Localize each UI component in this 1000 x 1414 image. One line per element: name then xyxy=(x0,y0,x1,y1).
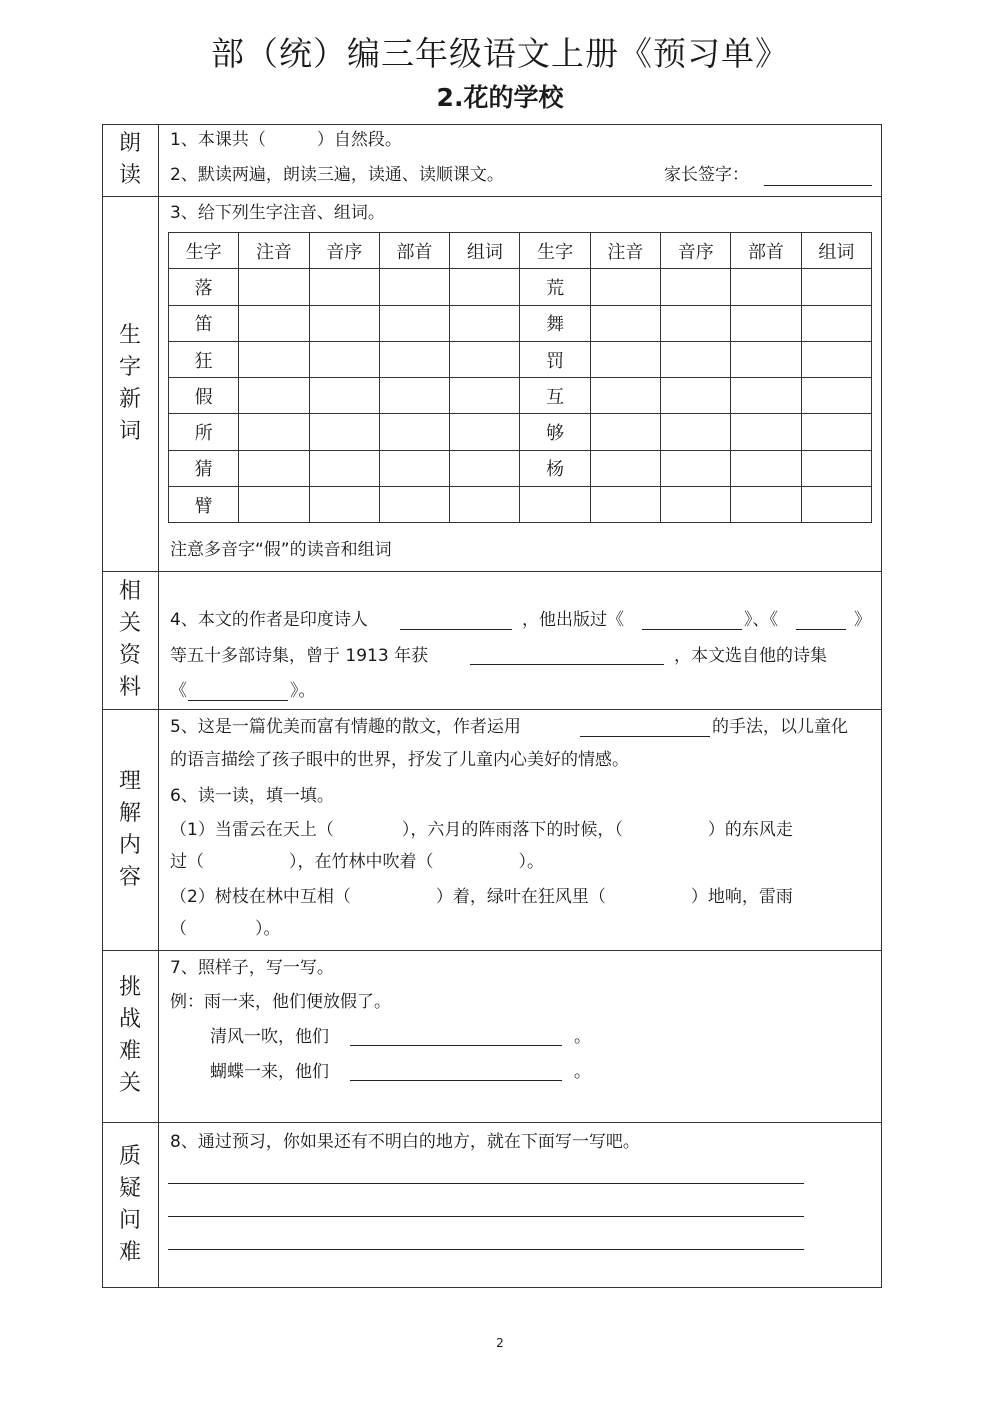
page-title: 部（统）编三年级语文上册《预习单》 xyxy=(211,34,789,73)
radical-cell[interactable] xyxy=(731,269,801,305)
column-header: 注音 xyxy=(239,233,309,269)
character-cell: 落 xyxy=(169,269,239,305)
parent-sign-blank[interactable] xyxy=(764,185,872,186)
index-cell[interactable] xyxy=(661,341,731,377)
book-title-blank-2[interactable] xyxy=(796,629,846,630)
exercise-prompt-2: 蝴蝶一来，他们 xyxy=(210,1062,329,1082)
radical-cell[interactable] xyxy=(731,450,801,486)
section-label-comprehension: 理 解 内 容 xyxy=(118,768,141,890)
technique-blank[interactable] xyxy=(580,736,710,737)
character-cell: 舞 xyxy=(520,305,590,341)
question-5-text: 的手法，以儿童化 xyxy=(712,717,848,737)
question-4-text: 4、本文的作者是印度诗人 xyxy=(170,610,368,630)
column-header: 音序 xyxy=(309,233,379,269)
table-row xyxy=(169,487,872,523)
radical-cell[interactable] xyxy=(379,341,449,377)
pinyin-cell[interactable] xyxy=(590,414,660,450)
lesson-title: 2.花的学校 xyxy=(436,83,564,112)
index-cell[interactable] xyxy=(661,269,731,305)
radical-cell[interactable] xyxy=(379,378,449,414)
writing-line[interactable] xyxy=(168,1216,804,1217)
word-cell[interactable] xyxy=(801,414,871,450)
question-4-text: 》。 xyxy=(290,681,316,701)
pinyin-cell[interactable] xyxy=(239,450,309,486)
table-row xyxy=(169,305,872,341)
character-cell: 笛 xyxy=(169,305,239,341)
question-6-item-2: （ ）。 xyxy=(170,919,281,939)
radical-cell[interactable] xyxy=(731,414,801,450)
writing-line[interactable] xyxy=(168,1249,804,1250)
radical-cell[interactable] xyxy=(731,378,801,414)
question-4-text: ，本文选自他的诗集 xyxy=(674,646,827,666)
page-number: 2 xyxy=(496,1336,504,1350)
section-divider xyxy=(102,950,882,951)
pinyin-cell[interactable] xyxy=(239,414,309,450)
question-4-text: 《 xyxy=(170,681,187,701)
book-title-blank-1[interactable] xyxy=(642,629,742,630)
exercise-blank-1[interactable] xyxy=(350,1045,562,1046)
pinyin-cell[interactable] xyxy=(239,305,309,341)
section-label-read-aloud: 朗 读 xyxy=(118,131,141,188)
character-cell: 狂 xyxy=(169,341,239,377)
question-6-item-1: （1）当雷云在天上（ ），六月的阵雨落下的时候，（ ）的东风走 xyxy=(170,820,793,840)
index-cell[interactable] xyxy=(661,305,731,341)
label-column-divider xyxy=(158,124,159,1288)
pinyin-cell[interactable] xyxy=(590,450,660,486)
section-divider xyxy=(102,571,882,572)
column-header: 组词 xyxy=(801,233,871,269)
column-header: 注音 xyxy=(590,233,660,269)
writing-line[interactable] xyxy=(168,1183,804,1184)
table-row xyxy=(169,450,872,486)
index-cell[interactable] xyxy=(309,341,379,377)
word-cell[interactable] xyxy=(801,487,871,523)
pinyin-cell[interactable] xyxy=(239,341,309,377)
index-cell[interactable] xyxy=(309,378,379,414)
index-cell[interactable] xyxy=(309,414,379,450)
exercise-period: 。 xyxy=(574,1062,591,1082)
table-row xyxy=(169,269,872,305)
index-cell[interactable] xyxy=(661,414,731,450)
poet-name-blank[interactable] xyxy=(400,629,512,630)
character-cell: 猜 xyxy=(169,450,239,486)
word-cell[interactable] xyxy=(801,378,871,414)
index-cell[interactable] xyxy=(309,487,379,523)
pinyin-cell[interactable] xyxy=(590,378,660,414)
question-5-text: 5、这是一篇优美而富有情趣的散文，作者运用 xyxy=(170,717,521,737)
section-divider xyxy=(102,196,882,197)
pinyin-cell[interactable] xyxy=(239,487,309,523)
character-cell: 臂 xyxy=(169,487,239,523)
table-row xyxy=(169,378,872,414)
exercise-prompt-1: 清风一吹，他们 xyxy=(210,1027,329,1047)
word-cell[interactable] xyxy=(450,450,520,486)
parent-sign-label: 家长签字： xyxy=(664,165,749,185)
word-cell[interactable] xyxy=(450,269,520,305)
radical-cell[interactable] xyxy=(379,450,449,486)
radical-cell[interactable] xyxy=(379,487,449,523)
index-cell[interactable] xyxy=(661,450,731,486)
column-header: 音序 xyxy=(661,233,731,269)
radical-cell[interactable] xyxy=(731,341,801,377)
question-2: 2、默读两遍，朗读三遍，读通、读顺课文。 xyxy=(170,165,504,185)
question-1: 1、本课共（ ）自然段。 xyxy=(170,130,402,150)
column-header: 部首 xyxy=(731,233,801,269)
word-cell[interactable] xyxy=(450,341,520,377)
polyphone-note: 注意多音字“假”的读音和组词 xyxy=(170,540,392,560)
column-header: 生字 xyxy=(169,233,239,269)
radical-cell[interactable] xyxy=(379,305,449,341)
section-label-challenge: 挑 战 难 关 xyxy=(118,975,141,1096)
word-cell[interactable] xyxy=(450,487,520,523)
question-4-text: 》、《 xyxy=(744,610,778,630)
question-4-text: 等五十多部诗集，曾于 1913 年获 xyxy=(170,646,429,666)
question-5-text: 的语言描绘了孩子眼中的世界，抒发了儿童内心美好的情感。 xyxy=(170,750,629,770)
table-header-row xyxy=(169,233,872,269)
character-cell: 假 xyxy=(169,378,239,414)
character-cell: 杨 xyxy=(520,450,590,486)
question-4-text: ，他出版过《 xyxy=(522,610,624,630)
index-cell[interactable] xyxy=(309,305,379,341)
column-header: 组词 xyxy=(450,233,520,269)
column-header: 生字 xyxy=(520,233,590,269)
pinyin-cell[interactable] xyxy=(239,378,309,414)
question-6-item-1: 过（ ），在竹林中吹着（ ）。 xyxy=(170,852,544,872)
word-cell[interactable] xyxy=(801,450,871,486)
section-label-questions: 质 疑 问 难 xyxy=(118,1144,141,1265)
example-sentence: 例：雨一来，他们便放假了。 xyxy=(170,992,391,1012)
word-cell[interactable] xyxy=(801,305,871,341)
exercise-period: 。 xyxy=(574,1027,591,1047)
section-label-new-words: 生 字 新 词 xyxy=(118,322,141,444)
word-cell[interactable] xyxy=(450,414,520,450)
question-3: 3、给下列生字注音、组词。 xyxy=(170,203,385,223)
index-cell[interactable] xyxy=(661,487,731,523)
exercise-blank-2[interactable] xyxy=(350,1080,562,1081)
radical-cell[interactable] xyxy=(379,414,449,450)
question-6: 6、读一读，填一填。 xyxy=(170,786,334,806)
radical-cell[interactable] xyxy=(379,269,449,305)
character-cell: 所 xyxy=(169,414,239,450)
pinyin-cell[interactable] xyxy=(590,487,660,523)
table-row xyxy=(169,414,872,450)
word-cell[interactable] xyxy=(801,341,871,377)
word-cell[interactable] xyxy=(801,269,871,305)
table-row xyxy=(169,341,872,377)
column-header: 部首 xyxy=(379,233,449,269)
pinyin-cell[interactable] xyxy=(590,269,660,305)
question-4-text: 》 xyxy=(854,610,871,630)
pinyin-cell[interactable] xyxy=(590,341,660,377)
question-6-item-2: （2）树枝在林中互相（ ）着，绿叶在狂风里（ ）地响，雷雨 xyxy=(170,887,793,907)
word-cell[interactable] xyxy=(450,378,520,414)
character-cell: 罚 xyxy=(520,341,590,377)
section-divider xyxy=(102,1122,882,1123)
award-blank[interactable] xyxy=(470,664,664,665)
collection-title-blank[interactable] xyxy=(188,700,288,701)
question-8: 8、通过预习，你如果还有不明白的地方，就在下面写一写吧。 xyxy=(170,1132,640,1152)
index-cell[interactable] xyxy=(661,378,731,414)
character-table xyxy=(168,232,872,523)
radical-cell[interactable] xyxy=(731,487,801,523)
character-cell: 互 xyxy=(520,378,590,414)
section-label-related-info: 相 关 资 料 xyxy=(118,579,141,700)
pinyin-cell[interactable] xyxy=(239,269,309,305)
index-cell[interactable] xyxy=(309,450,379,486)
character-cell: 荒 xyxy=(520,269,590,305)
question-7: 7、照样子，写一写。 xyxy=(170,958,334,978)
radical-cell[interactable] xyxy=(731,305,801,341)
word-cell[interactable] xyxy=(450,305,520,341)
character-cell: 够 xyxy=(520,414,590,450)
pinyin-cell[interactable] xyxy=(590,305,660,341)
section-divider xyxy=(102,709,882,710)
character-cell xyxy=(520,487,590,523)
index-cell[interactable] xyxy=(309,269,379,305)
